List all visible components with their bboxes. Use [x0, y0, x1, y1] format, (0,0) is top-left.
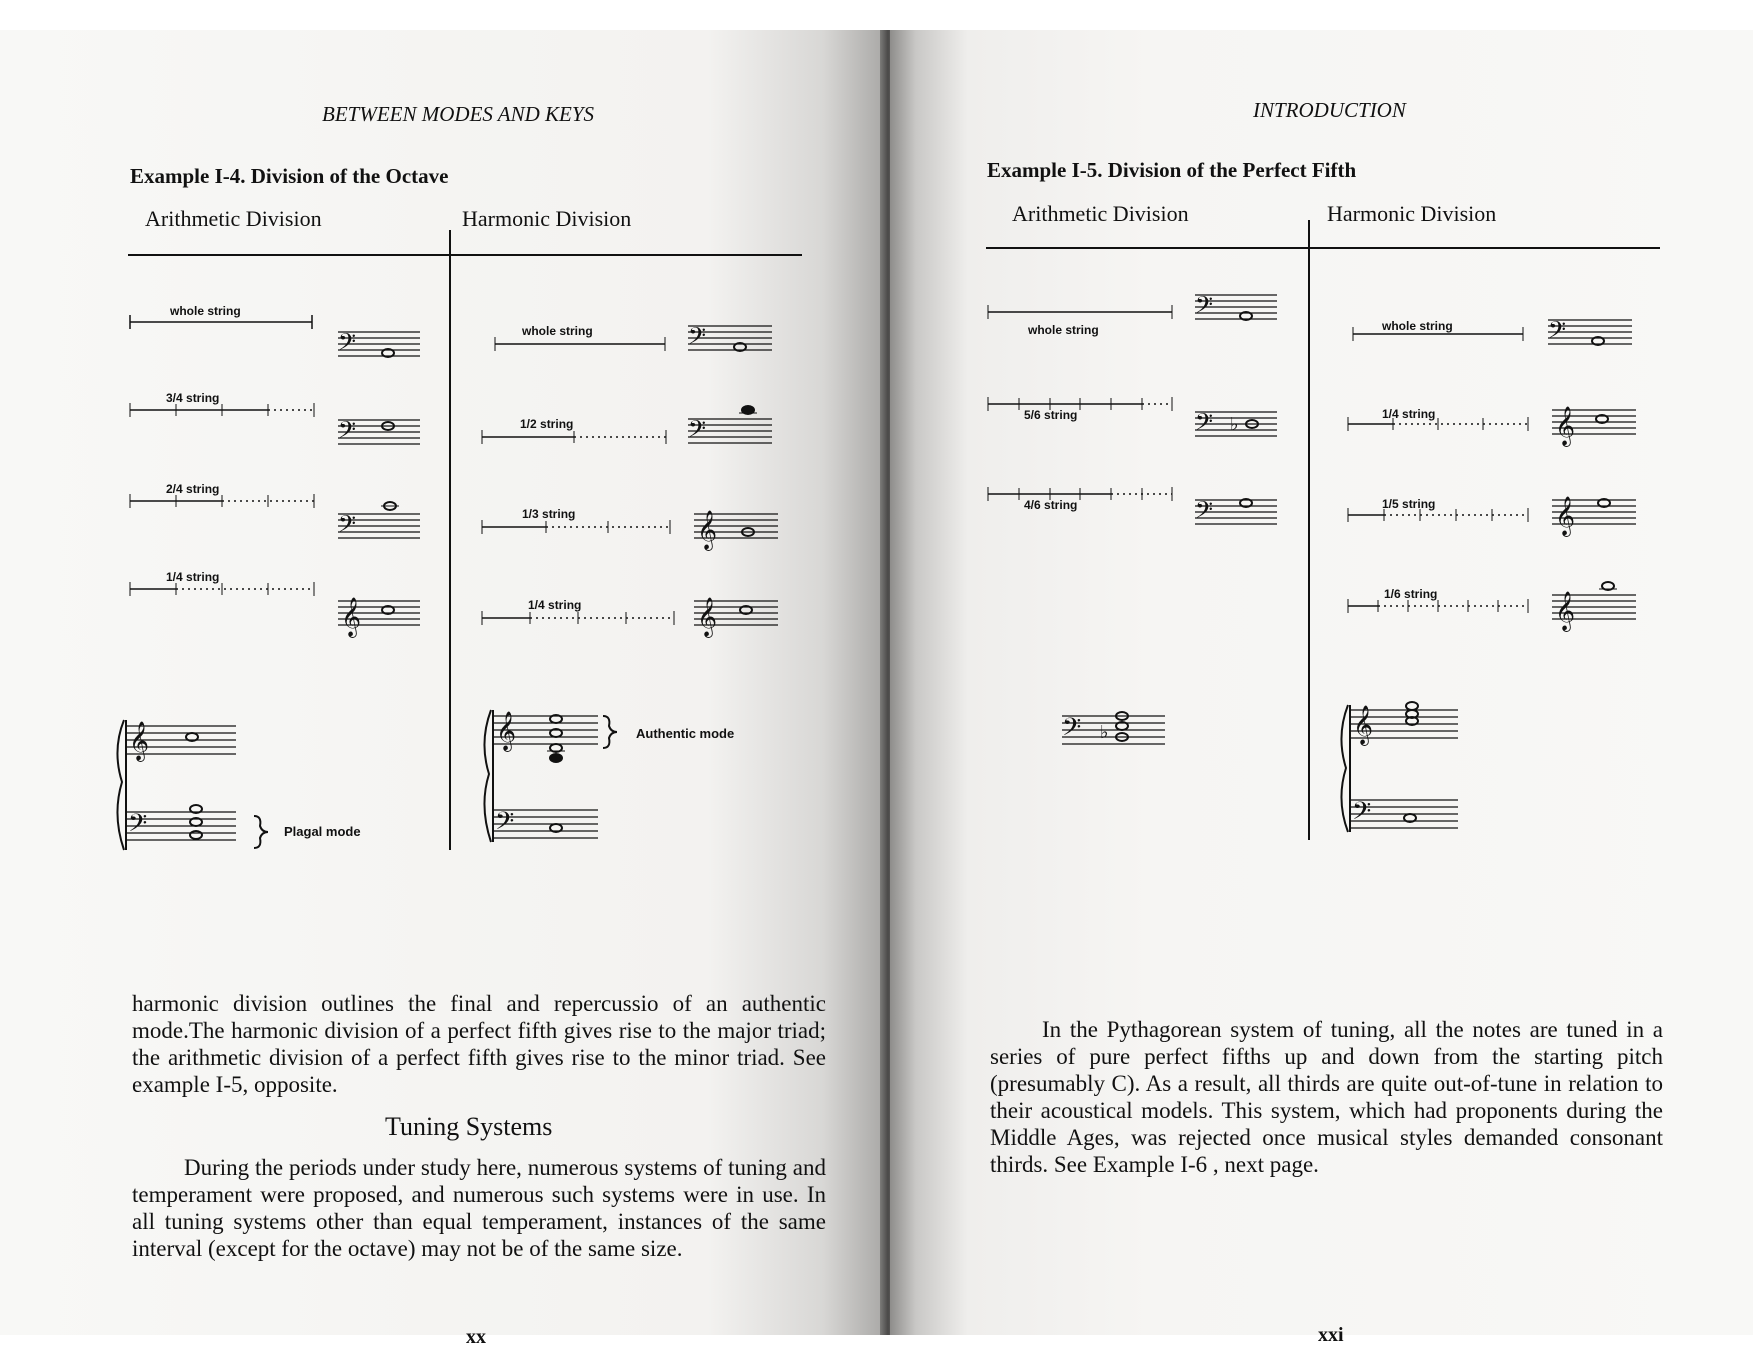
svg-text:𝄢: 𝄢 — [1195, 496, 1214, 529]
r-harm-string-1-5 — [1348, 508, 1528, 522]
arith-label-1: 3/4 string — [166, 391, 220, 405]
arith-label-0: whole string — [170, 304, 241, 318]
harm-label-0: whole string — [522, 324, 593, 338]
plagal-grand-staff — [117, 720, 268, 850]
harm-staff-whole — [688, 322, 772, 355]
svg-text:𝄢: 𝄢 — [1195, 408, 1214, 441]
svg-text:𝄢: 𝄢 — [338, 416, 357, 449]
svg-text:𝄢: 𝄢 — [688, 322, 707, 355]
harm-label-2: 1/3 string — [522, 507, 576, 521]
svg-text:𝄢: 𝄢 — [1195, 291, 1214, 324]
harm-string-1-3 — [482, 520, 670, 534]
svg-text:𝄢: 𝄢 — [1062, 713, 1082, 748]
r-harm-string-1-4 — [1348, 417, 1528, 431]
harm-label-1: 1/2 string — [520, 417, 574, 431]
r-arith-staff-whole — [1195, 291, 1277, 324]
r-harm-string-1-6 — [1348, 599, 1528, 613]
svg-text:𝄞: 𝄞 — [341, 597, 362, 637]
svg-text:𝄢: 𝄢 — [1352, 797, 1372, 832]
plagal-label: Plagal mode — [284, 824, 361, 839]
svg-text:𝄢: 𝄢 — [1548, 316, 1567, 349]
svg-text:𝄞: 𝄞 — [496, 711, 517, 751]
left-folio: xx — [466, 1326, 486, 1348]
left-harmonic-label: Harmonic Division — [462, 206, 632, 231]
r-harm-label-1: 1/4 string — [1382, 407, 1436, 421]
right-folio: xxi — [1318, 1324, 1344, 1346]
arith-string-2-4 — [130, 494, 314, 508]
arith-string-1-4 — [130, 582, 314, 596]
arith-staff-whole — [338, 328, 420, 361]
harm-staff-1-4 — [694, 597, 778, 638]
arith-staff-3-4 — [338, 416, 420, 449]
svg-text:𝄞: 𝄞 — [1555, 591, 1576, 631]
harm-string-1-2 — [482, 430, 666, 444]
r-arith-chord-staff — [1062, 712, 1165, 748]
svg-text:♭: ♭ — [1100, 722, 1109, 743]
right-harmonic-label: Harmonic Division — [1327, 201, 1497, 226]
r-arith-string-whole — [988, 305, 1172, 319]
r-arith-label-0: whole string — [1028, 323, 1099, 337]
svg-text:𝄢: 𝄢 — [338, 510, 357, 543]
arith-staff-1-4 — [338, 597, 420, 638]
r-arith-label-2: 4/6 string — [1024, 498, 1078, 512]
r-arith-staff-4-6 — [1195, 496, 1277, 529]
r-harm-label-3: 1/6 string — [1384, 587, 1438, 601]
arith-string-3-4 — [130, 403, 314, 417]
r-arith-string-4-6 — [988, 487, 1172, 501]
right-example-caption: Example I-5. Division of the Perfect Fifth — [987, 158, 1357, 182]
left-paragraph-2: During the periods under study here, numerous systems of tuning and temperament were proposed, and numerous such systems were in use. In all tuning systems other than equal temperament, instances of the same interval (except for the octave) may not be of the same size. — [132, 1155, 826, 1261]
harm-string-1-4 — [482, 611, 674, 625]
svg-text:𝄞: 𝄞 — [697, 510, 718, 550]
section-heading: Tuning Systems — [385, 1112, 553, 1141]
svg-text:𝄞: 𝄞 — [1353, 705, 1374, 745]
svg-text:𝄞: 𝄞 — [129, 721, 150, 761]
fifth-division-diagram — [890, 30, 1753, 870]
svg-text:𝄢: 𝄢 — [495, 807, 515, 842]
svg-text:𝄞: 𝄞 — [697, 597, 718, 637]
svg-text:𝄢: 𝄢 — [128, 809, 148, 844]
r-harm-label-2: 1/5 string — [1382, 497, 1436, 511]
left-arithmetic-label: Arithmetic Division — [145, 206, 322, 231]
svg-text:𝄞: 𝄞 — [1555, 406, 1576, 446]
r-harm-label-0: whole string — [1382, 319, 1453, 333]
r-arith-label-1: 5/6 string — [1024, 408, 1078, 422]
r-arith-string-5-6 — [988, 397, 1172, 411]
svg-text:𝄢: 𝄢 — [338, 328, 357, 361]
harm-staff-1-2 — [688, 406, 772, 448]
svg-text:𝄢: 𝄢 — [688, 415, 707, 448]
right-arithmetic-label: Arithmetic Division — [1012, 201, 1189, 226]
left-running-head: BETWEEN MODES AND KEYS — [322, 102, 595, 126]
r-harm-staff-1-4 — [1552, 406, 1636, 447]
harm-label-3: 1/4 string — [528, 598, 582, 612]
octave-division-diagram — [0, 30, 885, 844]
r-harm-staff-1-5 — [1552, 496, 1636, 537]
authentic-label: Authentic mode — [636, 726, 735, 741]
harm-staff-1-3 — [694, 510, 778, 551]
right-paragraph: In the Pythagorean system of tuning, all the notes are tuned in a series of pure perfect fifths up and down from the starting pitch (presumably C). As a result, all thirds are quite out-of-tune in relation to their acoustical models. This system, which had proponents during the Middle Ages, was rejected once musical styles demanded consonant thirds. See Example I-6 , next page. — [990, 1017, 1663, 1177]
r-harm-staff-1-6 — [1552, 582, 1636, 632]
authentic-grand-staff — [484, 710, 617, 842]
left-page — [0, 30, 885, 1348]
svg-text:♭: ♭ — [1230, 414, 1239, 435]
r-harm-staff-whole — [1548, 316, 1632, 349]
left-example-caption: Example I-4. Division of the Octave — [130, 164, 449, 188]
left-paragraph-1: harmonic division outlines the final and repercussio of an authentic mode.The harmonic division of a perfect fifth gives rise to the major triad; the arithmetic division of a perfect fifth gives rise to the minor triad. See example I-5, opposite. — [132, 991, 826, 1097]
right-page — [890, 30, 1753, 1346]
arith-label-3: 1/4 string — [166, 570, 220, 584]
r-harm-grand-staff — [1341, 702, 1458, 832]
arith-staff-2-4 — [338, 502, 420, 543]
right-running-head: INTRODUCTION — [1253, 98, 1406, 122]
svg-text:𝄞: 𝄞 — [1555, 496, 1576, 536]
arith-label-2: 2/4 string — [166, 482, 220, 496]
harm-string-whole — [495, 337, 665, 351]
r-arith-staff-5-6 — [1195, 408, 1277, 441]
